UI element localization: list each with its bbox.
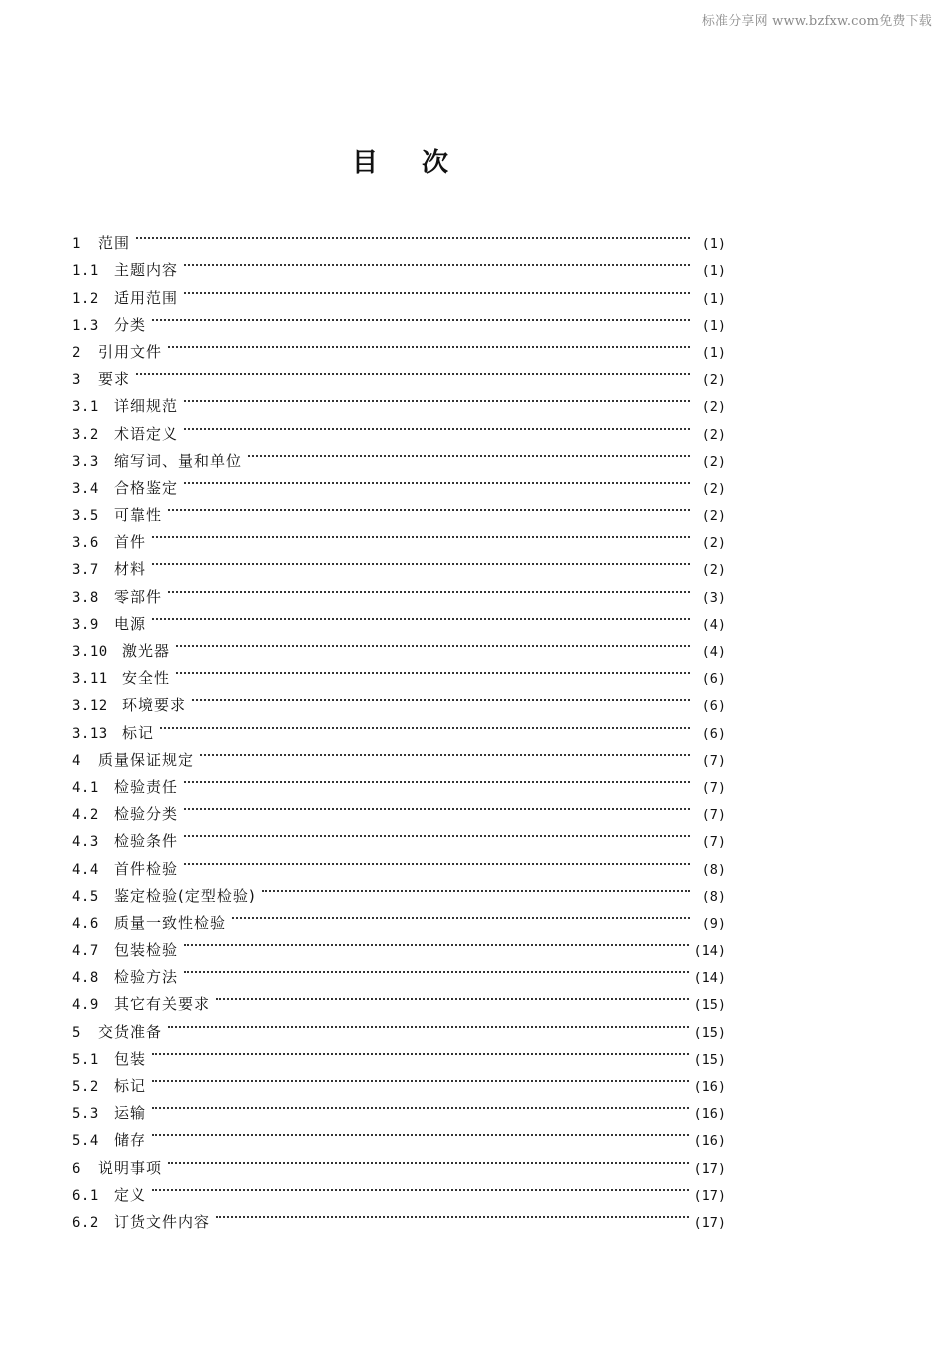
toc-entry-number: 3.2 [72, 426, 99, 443]
toc-entry-title: 首件检验 [114, 859, 179, 878]
toc-entry-page: (4) [701, 616, 726, 633]
dot-leader [184, 248, 690, 275]
toc-entry-page: (8) [701, 888, 726, 905]
toc-entry-page: (2) [701, 562, 726, 579]
toc-entry[interactable] [72, 303, 726, 334]
toc-entry-number: 4.2 [72, 807, 99, 824]
toc-entry-title: 包装检验 [114, 941, 179, 960]
toc-entry-page: (16) [693, 1079, 726, 1095]
dot-leader [168, 574, 690, 601]
toc-entry[interactable] [72, 1037, 726, 1068]
toc-entry-title: 合格鉴定 [114, 478, 179, 497]
toc-entry-number: 5.1 [72, 1051, 99, 1068]
toc-entry-title: 零部件 [114, 587, 163, 606]
toc-entry-page: (7) [701, 752, 726, 769]
toc-entry[interactable] [72, 1145, 726, 1177]
toc-entry-number: 3.7 [72, 562, 99, 579]
toc-entry[interactable] [72, 710, 726, 742]
toc-entry-number: 3.13 [72, 725, 108, 742]
toc-entry[interactable] [72, 221, 726, 253]
toc-entry-page: (17) [693, 1187, 726, 1204]
toc-entry-page: (17) [693, 1214, 726, 1231]
dot-leader [168, 1145, 689, 1172]
toc-entry-number: 3.6 [72, 535, 99, 552]
toc-entry-title: 详细规范 [114, 397, 179, 416]
toc-entry-page: (3) [701, 589, 726, 606]
toc-entry-page: (6) [701, 698, 726, 715]
dot-leader [152, 1037, 689, 1064]
toc-entry-page: (7) [701, 779, 726, 796]
toc-entry[interactable] [72, 1173, 726, 1204]
dot-leader [152, 602, 690, 629]
dot-leader [184, 792, 690, 819]
toc-entry-number: 3.3 [72, 453, 99, 470]
toc-entry-page: (9) [701, 915, 726, 932]
toc-entry-title: 引用文件 [98, 342, 163, 361]
toc-entry-title: 交货准备 [98, 1022, 163, 1041]
toc-entry-title: 检验分类 [114, 805, 179, 824]
toc-entry-title: 定义 [114, 1185, 147, 1204]
toc-entry-number: 2 [72, 344, 81, 361]
toc-entry[interactable] [72, 330, 726, 361]
toc-entry-title: 质量一致性检验 [114, 913, 227, 932]
toc-entry-title: 激光器 [122, 642, 171, 660]
dot-leader [160, 710, 690, 737]
toc-entry-title: 分类 [114, 315, 147, 334]
toc-entry-number: 6.1 [72, 1187, 99, 1204]
dot-leader [216, 1200, 689, 1227]
toc-entry-page: (2) [701, 453, 726, 470]
dot-leader [184, 819, 690, 846]
toc-entry-page: (16) [693, 1106, 726, 1123]
toc-entry-page: (1) [701, 290, 726, 307]
dot-leader [176, 629, 690, 656]
toc-entry-page: (8) [701, 861, 726, 878]
toc-entry-page: (17) [693, 1160, 726, 1177]
dot-leader [184, 765, 690, 792]
dot-leader [152, 1173, 689, 1200]
toc-entry-page: (1) [701, 236, 726, 253]
toc-entry[interactable] [72, 493, 726, 525]
toc-entry-title: 主题内容 [114, 261, 179, 280]
dot-leader [152, 1118, 689, 1145]
toc-entry[interactable] [72, 547, 726, 579]
toc-entry-title: 说明事项 [98, 1158, 163, 1177]
toc-entry-title: 包装 [114, 1049, 147, 1068]
toc-entry-number: 5.3 [72, 1106, 99, 1123]
toc-entry-title: 范围 [98, 234, 131, 253]
toc-entry-page: (1) [701, 263, 726, 280]
page-title: 目次 [351, 148, 492, 178]
dot-leader [184, 384, 690, 411]
toc-entry-title: 鉴定检验(定型检验) [114, 886, 256, 905]
toc-entry-page: (14) [693, 970, 726, 987]
toc-entry[interactable] [72, 629, 726, 660]
toc-entry-number: 5.4 [72, 1133, 99, 1150]
dot-leader [184, 955, 689, 982]
dot-leader [216, 982, 689, 1009]
toc-entry-number: 3.10 [72, 644, 108, 660]
toc-entry-number: 3.12 [72, 698, 108, 715]
toc-entry-number: 3.1 [72, 399, 99, 416]
toc-entry-page: (2) [701, 480, 726, 497]
toc-entry-title: 可靠性 [114, 506, 163, 525]
toc-entry[interactable] [72, 574, 726, 606]
toc-entry-title: 标记 [122, 723, 155, 742]
toc-entry-page: (7) [701, 834, 726, 851]
toc-entry-number: 4.4 [72, 861, 99, 878]
toc-entry-title: 订货文件内容 [114, 1212, 211, 1231]
toc-entry-number: 6.2 [72, 1214, 99, 1231]
toc-entry-title: 检验责任 [114, 777, 179, 796]
toc-entry-number: 3.11 [72, 671, 108, 688]
toc-entry-number: 1.2 [72, 290, 99, 307]
toc-entry-page: (4) [701, 644, 726, 660]
dot-leader [200, 738, 690, 765]
toc-entry-title: 首件 [114, 533, 147, 552]
toc-entry-page: (15) [693, 1051, 726, 1068]
toc-entry-page: (2) [701, 535, 726, 552]
toc-entry-page: (2) [701, 399, 726, 416]
dot-leader [176, 656, 690, 683]
toc-entry-page: (16) [693, 1133, 726, 1150]
toc-entry-page: (15) [693, 997, 726, 1014]
toc-entry-title: 运输 [114, 1104, 147, 1123]
toc-entry-number: 5 [72, 1024, 81, 1041]
dot-leader [248, 439, 690, 466]
toc-entry-page: (7) [701, 807, 726, 824]
toc-entry-number: 4.6 [72, 915, 99, 932]
dot-leader [152, 547, 690, 574]
dot-leader [136, 221, 690, 248]
toc-entry-number: 1 [72, 236, 81, 253]
toc-entry-number: 1.3 [72, 317, 99, 334]
dot-leader [192, 683, 690, 710]
toc-entry-title: 检验方法 [114, 968, 179, 987]
toc-entry-title: 其它有关要求 [114, 995, 211, 1014]
toc-entry-title: 缩写词、量和单位 [114, 451, 243, 470]
toc-entry-page: (2) [701, 508, 726, 525]
toc-entry-title: 适用范围 [114, 288, 179, 307]
toc-entry-number: 5.2 [72, 1079, 99, 1095]
toc-entry-number: 4.5 [72, 888, 99, 905]
dot-leader [168, 493, 690, 520]
dot-leader [168, 1009, 689, 1036]
toc-entry-number: 3 [72, 372, 81, 389]
toc-entry-number: 4.7 [72, 943, 99, 960]
dot-leader [152, 1064, 689, 1091]
dot-leader [184, 275, 690, 302]
dot-leader [168, 330, 690, 357]
toc-entry-number: 3.5 [72, 508, 99, 525]
toc-entry[interactable] [72, 1200, 726, 1231]
toc-entry[interactable] [72, 656, 726, 688]
toc-entry-page: (1) [701, 344, 726, 361]
toc-entry-number: 6 [72, 1160, 81, 1177]
toc-entry-title: 检验条件 [114, 832, 179, 851]
toc-entry-title: 要求 [98, 370, 131, 389]
toc-entry-page: (2) [701, 426, 726, 443]
toc-entry-title: 电源 [114, 614, 147, 633]
toc-entry-number: 3.8 [72, 589, 99, 606]
toc-entry-page: (6) [701, 671, 726, 688]
toc-entry[interactable] [72, 602, 726, 633]
toc-entry[interactable] [72, 1118, 726, 1150]
toc-entry-page: (14) [693, 943, 726, 960]
toc-entry-number: 3.4 [72, 480, 99, 497]
toc-entry[interactable] [72, 248, 726, 280]
dot-leader [184, 411, 690, 438]
toc-entry-page: (6) [701, 725, 726, 742]
dot-leader [152, 520, 690, 547]
toc-entry[interactable] [72, 683, 726, 715]
dot-leader [152, 303, 690, 330]
dot-leader [262, 874, 690, 901]
toc-entry[interactable] [72, 520, 726, 552]
toc-entry-title: 标记 [114, 1077, 147, 1095]
toc-entry-title: 质量保证规定 [98, 750, 195, 769]
dot-leader [184, 928, 689, 955]
toc-entry-title: 术语定义 [114, 424, 179, 443]
dot-leader [184, 846, 690, 873]
toc-entry-page: (2) [701, 372, 726, 389]
toc-entry-number: 4.1 [72, 779, 99, 796]
toc-entry-title: 环境要求 [122, 696, 187, 715]
dot-leader [152, 1091, 689, 1118]
toc-entry-title: 储存 [114, 1131, 147, 1150]
watermark-text: 标准分享网 www.bzfxw.com免费下载 [701, 14, 932, 29]
toc-entry[interactable] [72, 1064, 726, 1095]
toc-entry-number: 3.9 [72, 616, 99, 633]
toc-entry-number: 1.1 [72, 263, 99, 280]
toc-entry[interactable] [72, 384, 726, 416]
toc-entry-number: 4 [72, 752, 81, 769]
table-of-contents [72, 221, 726, 1231]
toc-entry-title: 安全性 [122, 669, 171, 688]
toc-entry-title: 材料 [114, 560, 147, 579]
dot-leader [232, 901, 690, 928]
toc-entry[interactable] [72, 1009, 726, 1041]
toc-entry[interactable] [72, 738, 726, 769]
toc-entry[interactable] [72, 357, 726, 389]
toc-entry-page: (15) [693, 1024, 726, 1041]
toc-entry-number: 4.9 [72, 997, 99, 1014]
dot-leader [184, 466, 690, 493]
toc-entry-number: 4.8 [72, 970, 99, 987]
dot-leader [136, 357, 690, 384]
toc-entry-number: 4.3 [72, 834, 99, 851]
toc-entry[interactable] [72, 1091, 726, 1123]
toc-entry-page: (1) [701, 317, 726, 334]
